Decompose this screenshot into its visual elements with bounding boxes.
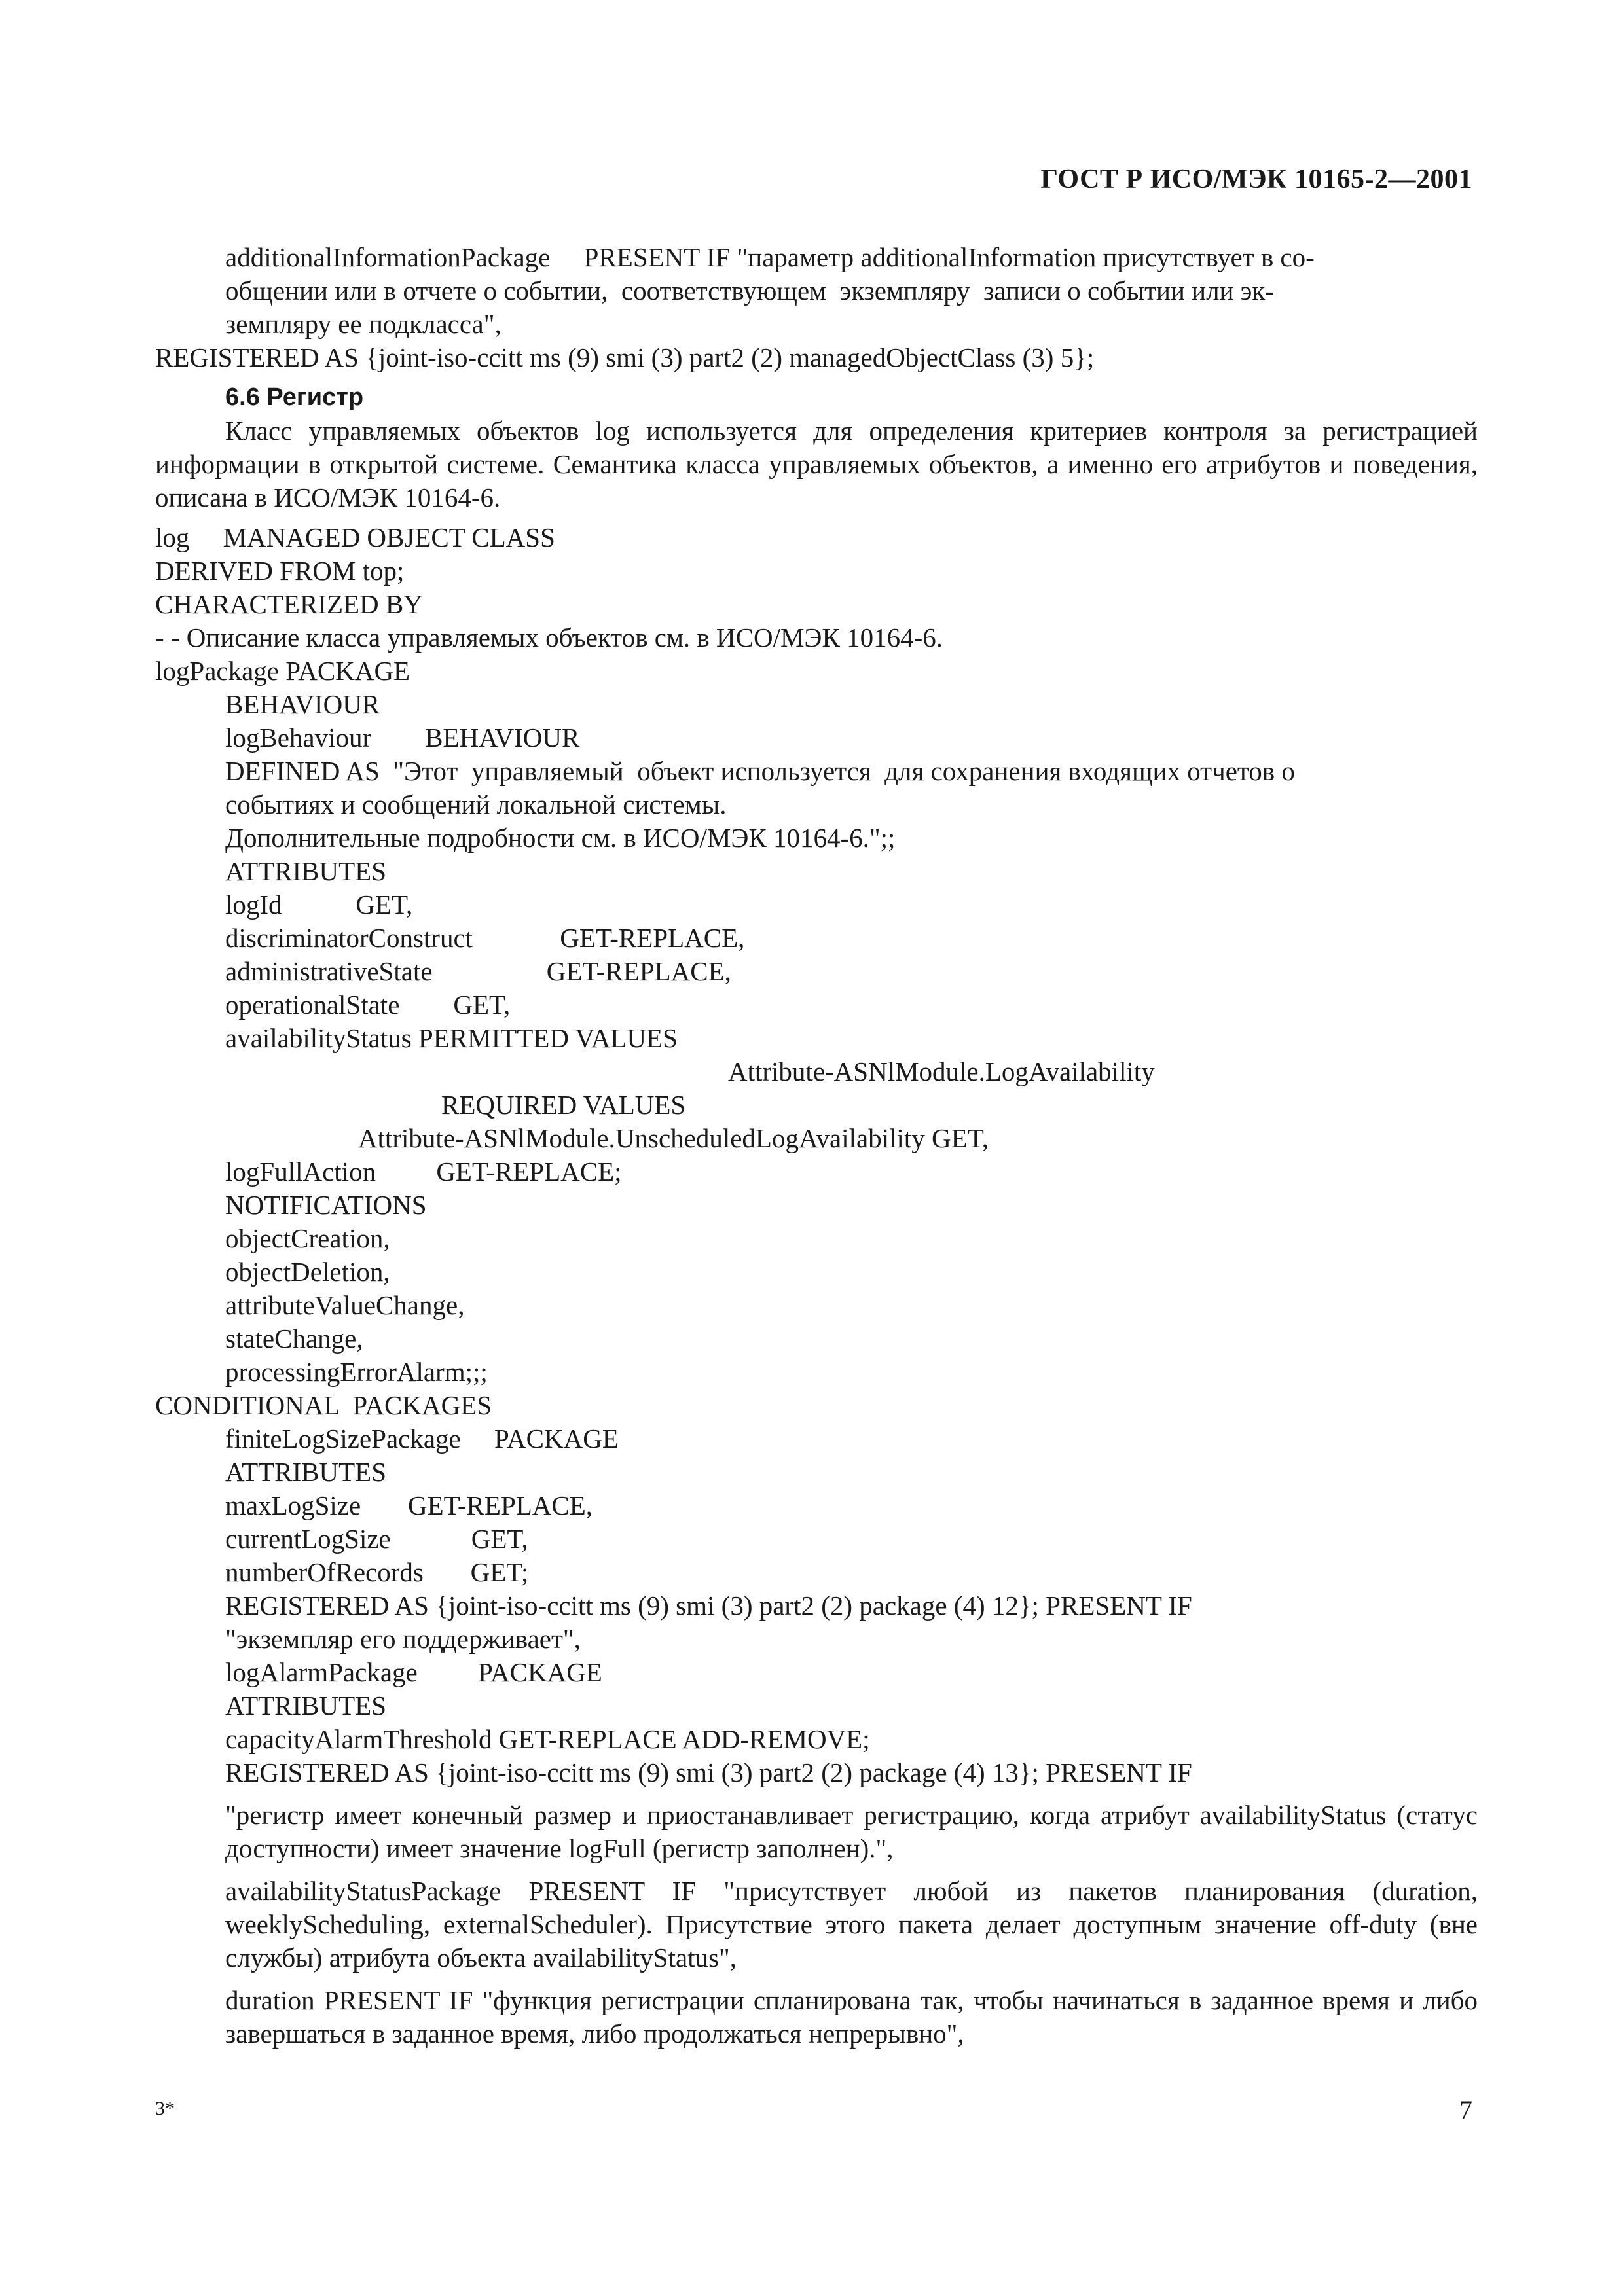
text-line: Attribute-ASNlModule.UnscheduledLogAvailability GET, — [358, 1123, 989, 1153]
text-line: numberOfRecords GET; — [225, 1557, 529, 1587]
text-line: - - Описание класса управляемых объектов см. в ИСО/МЭК 10164-6. — [155, 622, 943, 653]
footer-signature-mark: 3* — [155, 2098, 175, 2119]
section-heading: 6.6 Регистр — [225, 384, 364, 411]
text-line: logPackage PACKAGE — [155, 656, 410, 686]
text-line: ATTRIBUTES — [225, 1691, 386, 1721]
text-line: событиях и сообщений локальной системы. — [225, 789, 727, 819]
text-line: NOTIFICATIONS — [225, 1190, 427, 1220]
text-line: finiteLogSizePackage PACKAGE — [225, 1424, 619, 1454]
page-header: ГОСТ Р ИСО/МЭК 10165-2—2001 — [1040, 164, 1472, 194]
page-content — [155, 241, 1478, 2051]
text-line: общении или в отчете о событии, соответствующем экземпляру записи о событии или эк- — [225, 276, 1274, 306]
text-line: CHARACTERIZED BY — [155, 589, 423, 619]
text-line: objectCreation, — [225, 1223, 390, 1253]
text-line: maxLogSize GET-REPLACE, — [225, 1490, 593, 1520]
text-line: capacityAlarmThreshold GET-REPLACE ADD-REMOVE; — [225, 1724, 870, 1754]
text-line: Attribute-ASNlModule.LogAvailability — [728, 1056, 1155, 1086]
text-line: logAlarmPackage PACKAGE — [225, 1657, 602, 1687]
text-line: stateChange, — [225, 1323, 363, 1354]
text-line: administrativeState GET-REPLACE, — [225, 956, 731, 986]
page-number: 7 — [1459, 2095, 1472, 2125]
text-line: availabilityStatus PERMITTED VALUES — [225, 1023, 678, 1053]
text-line: BEHAVIOUR — [225, 689, 380, 719]
paragraph: "регистр имеет конечный размер и приостанавливает регистрацию, когда атрибут availabilityStatus (статус доступности) имеет значение logFull (регистр заполнен).", — [225, 1800, 1478, 1863]
paragraph: duration PRESENT IF "функция регистрации спланирована так, чтобы начинаться в заданное время и либо завершаться в заданное время, либо продолжаться непрерывно", — [225, 1985, 1478, 2049]
text-line: logFullAction GET-REPLACE; — [225, 1157, 622, 1187]
text-line: objectDeletion, — [225, 1257, 390, 1287]
text-line: Дополнительные подробности см. в ИСО/МЭК 10164-6.";; — [225, 823, 896, 853]
text-line: attributeValueChange, — [225, 1290, 465, 1320]
text-line: processingErrorAlarm;;; — [225, 1357, 488, 1387]
text-line: logBehaviour BEHAVIOUR — [225, 723, 580, 753]
text-line: DERIVED FROM top; — [155, 556, 405, 586]
text-line: ATTRIBUTES — [225, 1457, 386, 1487]
text-line: ATTRIBUTES — [225, 856, 386, 886]
text-line: REGISTERED AS {joint-iso-ccitt ms (9) smi (3) part2 (2) package (4) 12}; PRESENT IF — [225, 1590, 1192, 1621]
text-line: log MANAGED OBJECT CLASS — [155, 522, 555, 552]
text-line: REGISTERED AS {joint-iso-ccitt ms (9) smi (3) part2 (2) package (4) 13}; PRESENT IF — [225, 1757, 1192, 1787]
text-line: земпляру ее подкласса", — [225, 309, 501, 339]
text-line: REGISTERED AS {joint-iso-ccitt ms (9) smi (3) part2 (2) managedObjectClass (3) 5}; — [155, 342, 1095, 372]
text-line: discriminatorConstruct GET-REPLACE, — [225, 923, 745, 953]
paragraph: Класс управляемых объектов log используется для определения критериев контроля за регистрацией информации в открытой системе. Семантика класса управляемых объектов, а именно его атрибутов и поведения, описана в ИСО/МЭК 10164-6. — [155, 416, 1478, 512]
text-line: DEFINED AS "Этот управляемый объект используется для сохранения входящих отчетов о — [225, 756, 1295, 786]
text-line: CONDITIONAL PACKAGES — [155, 1390, 492, 1420]
text-line: REQUIRED VALUES — [441, 1090, 686, 1120]
text-line: operationalState GET, — [225, 990, 511, 1020]
paragraph: availabilityStatusPackage PRESENT IF "присутствует любой из пакетов планирования (duration, weeklyScheduling, externalScheduler). Присутствие этого пакета делает доступным значение off-duty (вне службы) атрибута объекта availabilityStatus", — [225, 1876, 1478, 1973]
text-line: additionalInformationPackage PRESENT IF "параметр additionalInformation присутствует в со- — [225, 242, 1315, 272]
text-line: "экземпляр его поддерживает", — [225, 1624, 581, 1654]
text-line: currentLogSize GET, — [225, 1524, 528, 1554]
text-line: logId GET, — [225, 889, 413, 920]
